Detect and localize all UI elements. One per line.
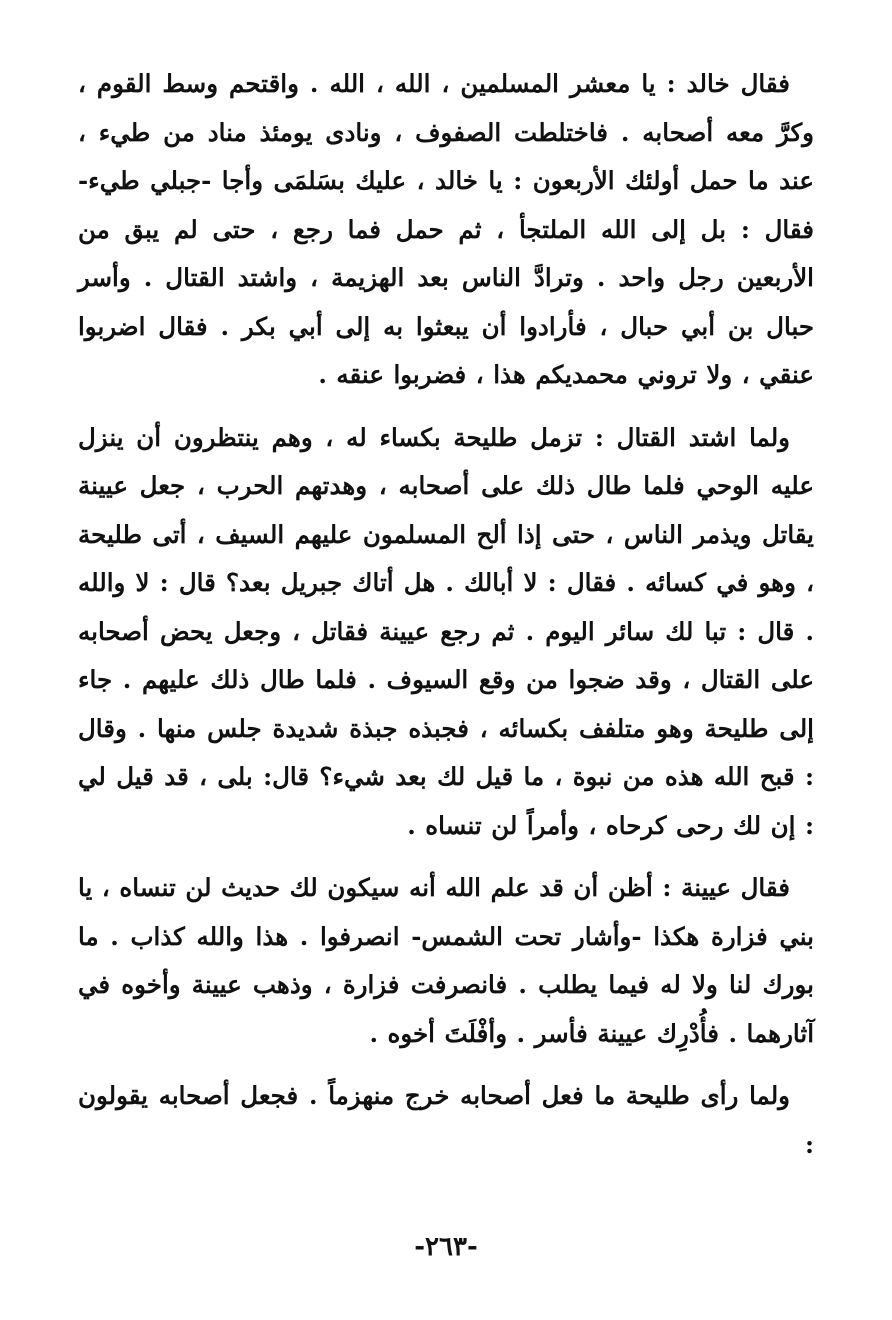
paragraph-2: ولما اشتد القتال : تزمل طليحة بكساء له ، وهم ينتظرون أن ينزل عليه الوحي فلما طال ذلك على أصحابه ، وهدتهم الحرب ، جعل عيينة يقاتل ويذمر الناس ، حتى إذا ألح المسلمون عليهم السيف ، أتى طليحة ، وهو في كسائه . فقال : لا أبالك . هل أتاك جبريل بعد؟ قال : لا والله . قال : تبا لك سائر اليوم . ثم رجع عيينة فقاتل ، وجعل يحض أصحابه على القتال ، وقد ضجوا من وقع السيوف . فلما طال ذلك عليهم . جاء إلى طليحة وهو متلفف بكسائه ، فجبذه جبذة شديدة جلس منها . وقال : قبح الله هذه من نبوة ، ما قيل لك بعد شيء؟ قال: بلى ، قد قيل لي : إن لك رحى كرحاه ، وأمراً لن تنساه .	[78, 422, 814, 840]
paragraph-3: فقال عيينة : أظن أن قد علم الله أنه سيكون لك حديث لن تنساه ، يا بني فزارة هكذا -وأشار تحت الشمس- انصرفوا . هذا والله كذاب . ما بورك لنا ولا له فيما يطلب . فانصرفت فزارة ، وذهب عيينة وأخوه في آثارهما . فأُدْرِك عيينة فأسر . وأفْلَتَ أخوه .	[78, 873, 814, 1048]
paragraph-1: فقال خالد : يا معشر المسلمين ، الله ، الله . واقتحم وسط القوم ، وكرَّ معه أصحابه . فاختلطت الصفوف ، ونادى يومئذ مناد من طيء ، عند ما حمل أولئك الأربعون : يا خالد ، عليك بسَلمَى وأجا -جبلي طيء- فقال : بل إلى الله الملتجأ ، ثم حمل فما رجع ، حتى لم يبق من الأربعين رجل واحد . وترادَّ الناس بعد الهزيمة ، واشتد القتال . وأسر حبال بن أبي حبال ، فأرادوا أن يبعثوا به إلى أبي بكر . فقال اضربوا عنقي ، ولا تروني محمديكم هذا ، فضربوا عنقه .	[78, 69, 814, 389]
body-text	[78, 60, 814, 1183]
paragraph-4: ولما رأى طليحة ما فعل أصحابه خرج منهزماً . فجعل أصحابه يقولون :	[78, 1081, 814, 1159]
page-number: -٢٦٣-	[414, 1232, 478, 1262]
